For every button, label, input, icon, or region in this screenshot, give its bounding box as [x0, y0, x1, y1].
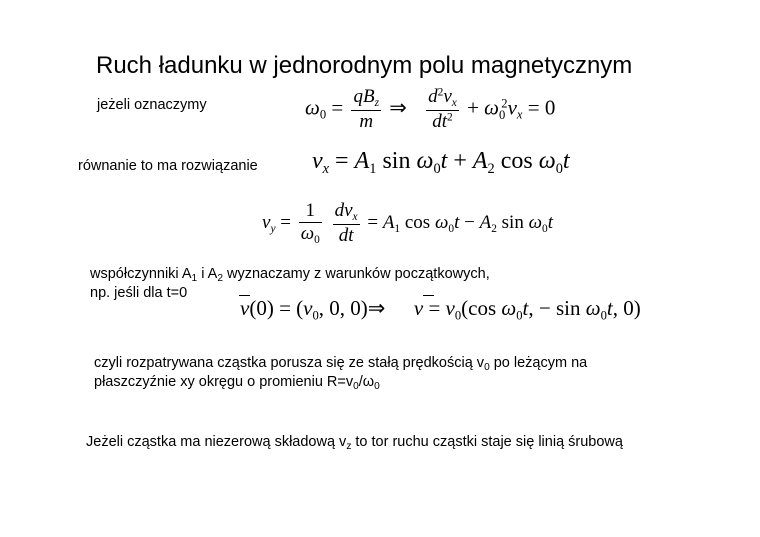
particle-motion-text-2: płaszczyźnie xy okręgu o promieniu $R=v_0/\omega_0$	[94, 374, 380, 393]
definition-label: jeżeli oznaczymy	[97, 97, 207, 113]
omega-definition-equation: $\omega_0$ = $\frac{qB_z}{m}$ ⇒ $\frac{d^2v_x}{dt^2}$ + $\omega_0^2v_x = 0$	[305, 86, 556, 133]
particle-motion-text-1: czyli rozpatrywana cząstka porusza się ze stałą prędkością $v_0$ po leżącym na	[94, 355, 588, 374]
vx-solution-equation: $v_x = A_1$ $\sin \omega_0t + A_2$ $\cos \omega_0t$	[312, 148, 570, 178]
slide-title: Ruch ładunku w jednorodnym polu magnetycznym	[96, 52, 633, 79]
vy-equation: $v_y$ = $\frac{1}{\omega_0}$ $\frac{dv_x}{dt}$ = $A_1$ $\cos \omega_0t - A_2$ $\sin \omega_0t$	[262, 200, 553, 247]
solution-label: równanie to ma rozwiązanie	[78, 158, 258, 174]
helix-text: Jeżeli cząstka ma niezerową składową $v_z$ to tor ruchu cząstki staje się linią śrubową	[86, 434, 623, 453]
initial-condition-text: np. jeśli dla t=0	[90, 285, 188, 301]
initial-velocity-equation: $v(0) = (v_0$, 0, 0)⇒ $v = v_0(\cos$ $\omega_0t$, − $\sin \omega_0t$, 0)	[240, 296, 641, 323]
coefficients-text: współczynniki $A_1$ i $A_2$ wyznaczamy z warunków początkowych,	[90, 266, 490, 285]
